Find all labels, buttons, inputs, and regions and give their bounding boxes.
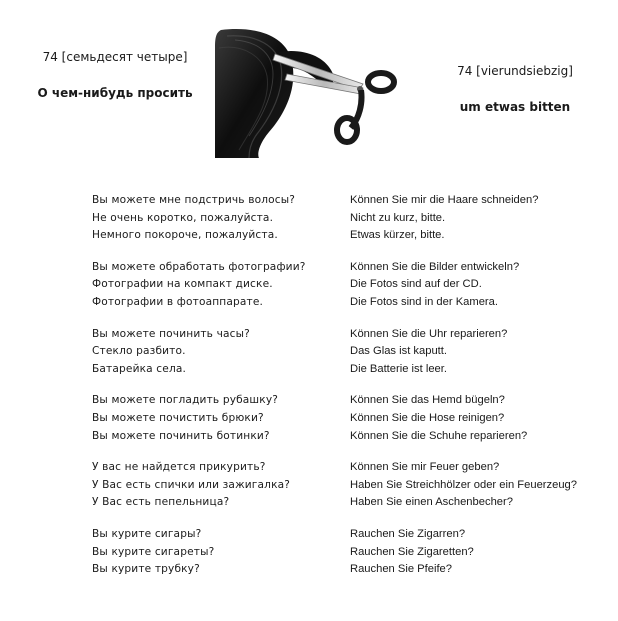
phrase-ru: Вы можете мне подстричь волосы?: [92, 194, 296, 206]
lesson-number-ru: 74 [семьдесят четыре]: [42, 50, 188, 64]
phrase-list: [0, 192, 618, 593]
phrase-ru: Немного покороче, пожалуйста.: [92, 229, 278, 242]
phrase-ru: Вы можете обработать фотографии?: [92, 260, 306, 273]
phrase-de: Die Fotos sind in der Kamera.: [350, 295, 498, 308]
phrase-row: [0, 210, 618, 228]
phrase-row: [0, 410, 618, 428]
phrase-ru: Фотографии в фотоаппарате.: [92, 295, 264, 308]
phrase-de: Rauchen Sie Zigaretten?: [350, 545, 474, 558]
hair-strand: [215, 29, 334, 158]
phrase-de: Haben Sie einen Aschenbecher?: [350, 496, 513, 509]
phrase-ru: Вы можете починить часы?: [92, 327, 250, 340]
phrase-ru: Вы курите трубку?: [92, 563, 200, 576]
phrase-row: [0, 294, 618, 312]
hair-scissors-image: [213, 26, 413, 158]
phrase-de: Können Sie mir die Haare schneiden?: [350, 194, 539, 206]
phrase-group: [0, 326, 618, 379]
phrase-ru: Батарейка села.: [92, 362, 187, 375]
phrase-ru: Вы можете починить ботинки?: [92, 429, 270, 442]
lesson-number-de: 74 [vierundsiebzig]: [457, 64, 573, 78]
header-right: [430, 64, 600, 115]
phrase-de: Etwas kürzer, bitte.: [350, 229, 445, 242]
topic-title-ru: О чем-нибудь просить: [37, 86, 193, 100]
phrase-ru: У Вас есть пепельница?: [92, 496, 230, 509]
phrase-group: [0, 259, 618, 312]
phrase-de: Können Sie die Schuhe reparieren?: [350, 429, 528, 442]
phrase-row: [0, 526, 618, 544]
phrase-row: [0, 227, 618, 245]
phrase-de: Können Sie die Hose reinigen?: [350, 411, 505, 424]
phrase-de: Die Fotos sind auf der CD.: [350, 278, 482, 291]
phrase-ru: Вы курите сигареты?: [92, 545, 215, 558]
phrase-de: Nicht zu kurz, bitte.: [350, 211, 446, 224]
phrase-row: [0, 361, 618, 379]
phrase-ru: Не очень коротко, пожалуйста.: [92, 211, 274, 224]
phrase-de: Können Sie die Bilder entwickeln?: [350, 260, 520, 273]
phrase-ru: Фотографии на компакт диске.: [92, 278, 273, 291]
phrase-de: Rauchen Sie Pfeife?: [350, 563, 452, 576]
phrase-de: Können Sie das Hemd bügeln?: [350, 394, 505, 407]
phrase-row: [0, 544, 618, 562]
phrase-group: [0, 392, 618, 445]
phrase-row: [0, 326, 618, 344]
phrase-group: [0, 459, 618, 512]
phrase-row: [0, 459, 618, 477]
phrase-row: [0, 477, 618, 495]
phrase-row: [0, 259, 618, 277]
phrase-ru: Вы можете почистить брюки?: [92, 411, 264, 424]
phrase-ru: Вы можете погладить рубашку?: [92, 394, 279, 407]
phrase-de: Können Sie die Uhr reparieren?: [350, 327, 508, 340]
phrase-ru: У вас не найдется прикурить?: [92, 461, 266, 474]
phrase-row: [0, 343, 618, 361]
phrase-group: [0, 526, 618, 579]
phrase-row: [0, 561, 618, 579]
topic-title-de: um etwas bitten: [459, 100, 571, 114]
phrase-row: [0, 276, 618, 294]
phrase-row: [0, 192, 618, 210]
phrase-de: Können Sie mir Feuer geben?: [350, 461, 500, 474]
phrase-ru: Стекло разбито.: [92, 345, 186, 358]
header-left: [30, 50, 200, 101]
phrase-ru: Вы курите сигары?: [92, 527, 202, 540]
phrase-row: [0, 392, 618, 410]
phrase-ru: У Вас есть спички или зажигалка?: [92, 478, 291, 491]
phrase-group: [0, 192, 618, 245]
phrase-de: Haben Sie Streichhölzer oder ein Feuerzeug?: [350, 478, 577, 491]
phrase-row: [0, 494, 618, 512]
phrase-row: [0, 428, 618, 446]
phrase-de: Das Glas ist kaputt.: [350, 345, 447, 358]
phrase-de: Rauchen Sie Zigarren?: [350, 527, 466, 540]
phrase-de: Die Batterie ist leer.: [350, 362, 447, 375]
